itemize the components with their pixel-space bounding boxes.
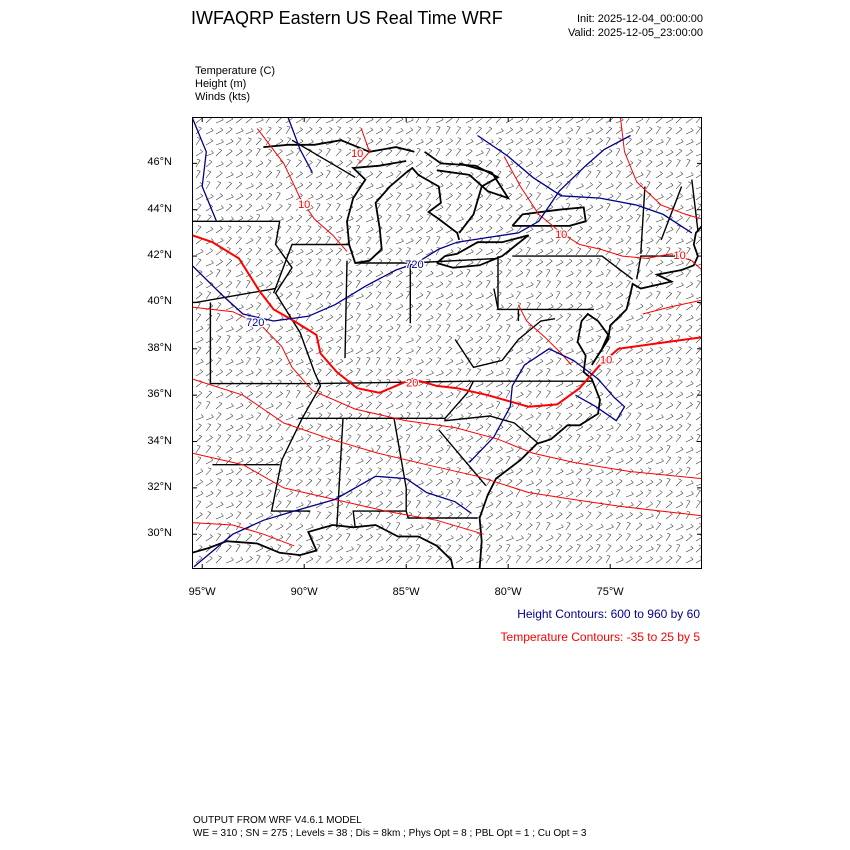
wind-barbs xyxy=(196,117,702,563)
coast-segment xyxy=(192,525,453,569)
map-title: IWFAQRP Eastern US Real Time WRF xyxy=(191,8,503,28)
height-contour xyxy=(192,117,217,221)
height-contours-legend: Height Contours: 600 to 960 by 60 xyxy=(517,607,700,621)
state-border xyxy=(498,256,594,309)
coastline xyxy=(192,140,702,569)
state-border xyxy=(292,140,355,177)
wind-barb-field xyxy=(196,117,702,563)
temperature-contour xyxy=(192,307,702,479)
latitude-label: 44°N xyxy=(147,202,172,215)
latitude-label: 34°N xyxy=(147,434,172,447)
latitude-label: 30°N xyxy=(147,527,172,540)
field-temperature-label: Temperature (C) xyxy=(195,65,276,77)
state-border xyxy=(641,187,645,254)
contour-label: 10 xyxy=(599,354,613,367)
height-contour xyxy=(194,476,472,566)
state-border xyxy=(692,180,698,231)
latitude-label: 42°N xyxy=(147,249,172,262)
weather-map xyxy=(192,117,702,569)
longitude-label: 85°W xyxy=(392,586,420,598)
latitude-label: 32°N xyxy=(147,480,172,493)
temperature-contour xyxy=(643,300,702,314)
state-border xyxy=(353,418,406,527)
contour-label: 720 xyxy=(246,317,265,330)
field-winds-label: Winds (kts) xyxy=(195,91,250,103)
temperature-contours-legend: Temperature Contours: -35 to 25 by 5 xyxy=(500,630,700,644)
model-config: WE = 310 ; SN = 275 ; Levels = 38 ; Dis = 8km ; Phys Opt = 8 ; PBL Opt = 1 ; Cu Opt = 3 xyxy=(193,828,587,839)
temperature-contour xyxy=(257,129,347,252)
contour-label: 20 xyxy=(406,377,419,390)
latitude-label: 36°N xyxy=(147,388,172,401)
coast-segment xyxy=(437,163,508,198)
state-border xyxy=(345,261,347,358)
map-frame xyxy=(193,118,702,569)
contour-label: 10 xyxy=(298,199,311,212)
axis-ticks xyxy=(192,117,702,569)
model-info: OUTPUT FROM WRF V4.6.1 MODEL xyxy=(193,815,362,826)
coast-segment xyxy=(480,226,702,569)
valid-time: Valid: 2025-12-05_23:00:00 xyxy=(568,27,703,39)
coast-segment xyxy=(263,140,414,152)
contour-label: 10 xyxy=(351,148,364,161)
contour-label: 10 xyxy=(555,229,568,242)
state-border xyxy=(439,430,486,486)
latitude-label: 40°N xyxy=(147,295,172,308)
longitude-label: 80°W xyxy=(494,586,522,598)
field-height-label: Height (m) xyxy=(195,78,247,90)
init-time: Init: 2025-12-04_00:00:00 xyxy=(577,13,703,25)
longitude-label: 75°W xyxy=(596,586,624,598)
state-border xyxy=(637,256,676,279)
latitude-label: 46°N xyxy=(147,156,172,169)
contour-label: 720 xyxy=(405,259,424,272)
latitude-label: 38°N xyxy=(147,341,172,354)
coast-segment xyxy=(349,168,459,263)
longitude-label: 90°W xyxy=(290,586,318,598)
state-border xyxy=(314,381,473,383)
temperature-contours xyxy=(192,117,702,546)
contour-label: 10 xyxy=(673,250,686,263)
longitude-label: 95°W xyxy=(188,586,216,598)
state-border xyxy=(274,245,350,294)
